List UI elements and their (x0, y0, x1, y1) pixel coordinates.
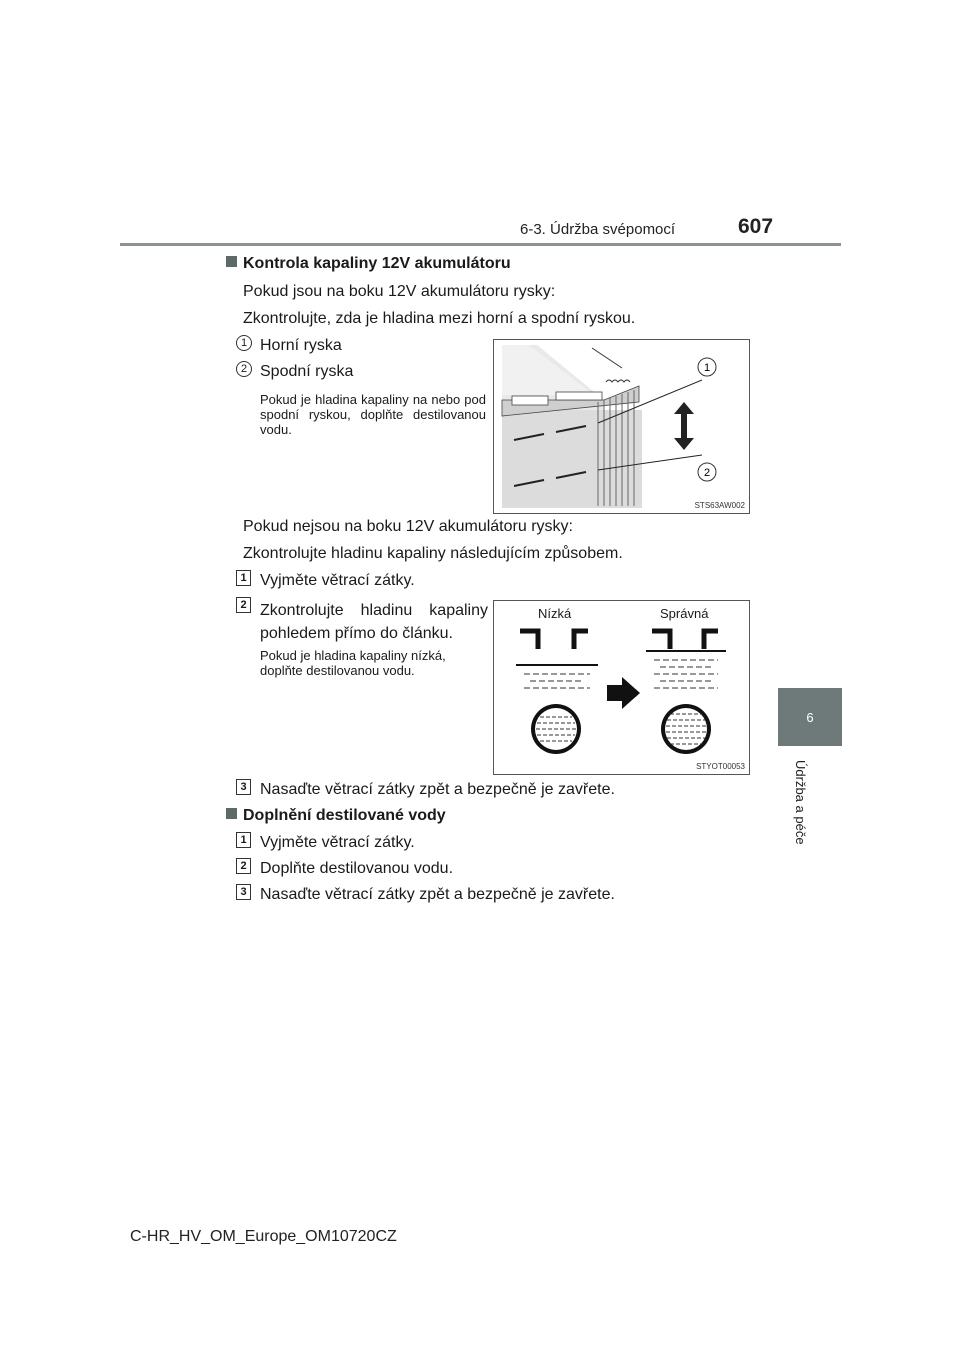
item-label: Horní ryska (260, 337, 342, 354)
callout-number-1: 1 (236, 335, 252, 351)
figure-code: STS63AW002 (694, 501, 745, 510)
step-number-box: 2 (236, 597, 251, 613)
header-rule (120, 243, 841, 246)
figure-code: STYOT00053 (696, 762, 745, 771)
figure-callout-1: 1 (703, 362, 711, 374)
step-text: Zkontrolujte hladinu kapaliny pohledem přímo do článku. (260, 602, 488, 642)
step-text: Vyjměte větrací zátky. (260, 834, 415, 851)
paragraph: Zkontrolujte hladinu kapaliny následujícím způsobem. (243, 545, 623, 562)
fluid-level-figure (493, 600, 750, 775)
note: Pokud je hladina kapaliny nízká, doplňte destilovanou vodu. (260, 648, 446, 678)
paragraph: Pokud jsou na boku 12V akumulátoru rysky: (243, 283, 556, 300)
paragraph: Pokud nejsou na boku 12V akumulátoru rysky: (243, 518, 573, 535)
fluid-level-illustration (494, 601, 749, 774)
chapter-tab (778, 688, 842, 746)
paragraph: Zkontrolujte, zda je hladina mezi horní a spodní ryskou. (243, 310, 636, 327)
step-number-box: 3 (236, 779, 251, 795)
step-text: Doplňte destilovanou vodu. (260, 860, 454, 877)
running-header-section: 6-3. Údržba svépomocí (520, 221, 676, 238)
document-code: C-HR_HV_OM_Europe_OM10720CZ (130, 1228, 397, 1245)
section-heading (226, 255, 511, 273)
chapter-number: 6 (806, 709, 814, 725)
battery-level-figure (493, 339, 750, 514)
step-text: Nasaďte větrací zátky zpět a bezpečně je zavřete. (260, 781, 615, 798)
note: Pokud je hladina kapaliny na nebo pod spodní ryskou, doplňte destilovanou vodu. (260, 392, 486, 437)
step-number-box: 1 (236, 832, 251, 848)
step-number-box: 2 (236, 858, 251, 874)
section-title: Doplnění destilované vody (243, 807, 446, 824)
step-text: Nasaďte větrací zátky zpět a bezpečně je zavřete. (260, 886, 615, 903)
heading-square-icon (226, 256, 237, 267)
item-label: Spodní ryska (260, 363, 354, 380)
step-number-box: 3 (236, 884, 251, 900)
chapter-label: Údržba a péče (793, 760, 808, 845)
section-title: Kontrola kapaliny 12V akumulátoru (243, 255, 511, 272)
step-number-box: 1 (236, 570, 251, 586)
page-number: 607 (738, 215, 774, 238)
figure-callout-2: 2 (703, 467, 711, 479)
label-low: Nízká (538, 606, 572, 621)
battery-illustration (494, 340, 749, 513)
label-correct: Správná (660, 606, 709, 621)
section-heading (226, 807, 446, 825)
callout-number-2: 2 (236, 361, 252, 377)
heading-square-icon (226, 808, 237, 819)
step-text: Vyjměte větrací zátky. (260, 572, 415, 589)
